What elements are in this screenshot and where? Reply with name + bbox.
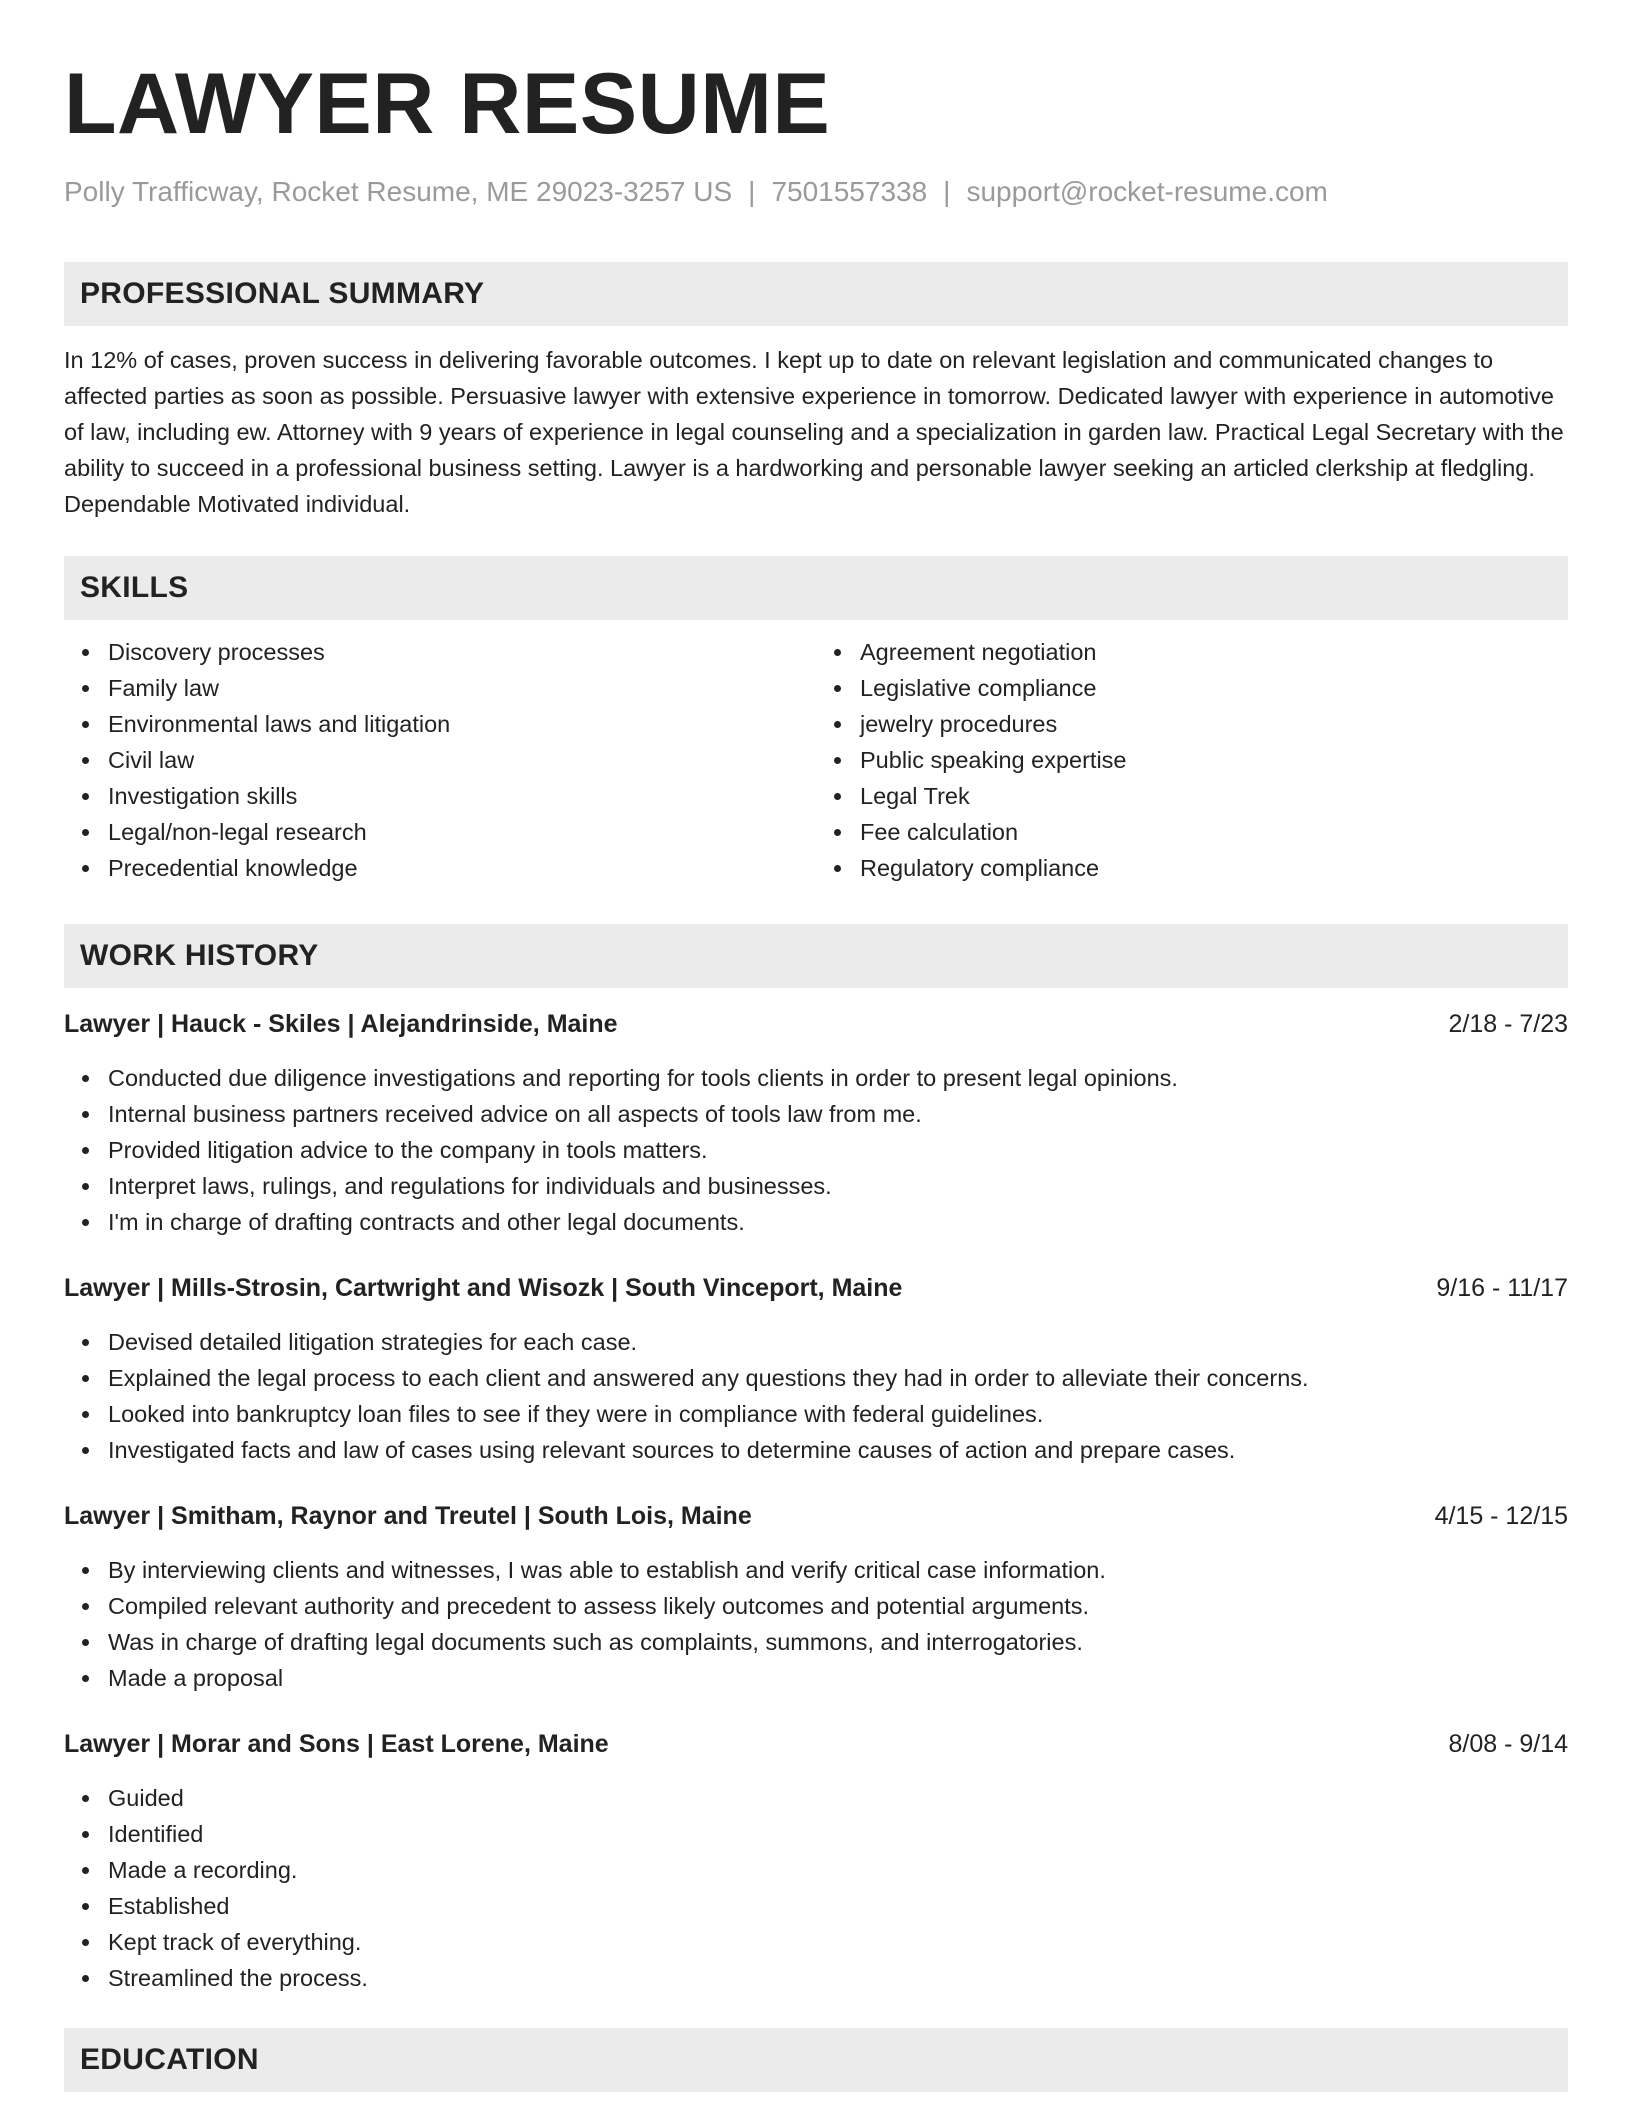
job-bullet: Guided	[108, 1780, 1568, 1816]
skills-list-right	[816, 634, 1568, 886]
job-title: Lawyer | Hauck - Skiles | Alejandrinside, Maine	[64, 1010, 618, 1038]
skill-item: Regulatory compliance	[860, 850, 1568, 886]
skill-item: Precedential knowledge	[108, 850, 816, 886]
section-heading-summary: PROFESSIONAL SUMMARY	[64, 262, 1568, 326]
skill-item: Civil law	[108, 742, 816, 778]
skill-item: Family law	[108, 670, 816, 706]
job-bullet: By interviewing clients and witnesses, I was able to establish and verify critical case information.	[108, 1552, 1568, 1588]
job-dates: 4/15 - 12/15	[1434, 1502, 1568, 1530]
job-entry	[64, 1498, 1568, 1696]
job-dates: 9/16 - 11/17	[1436, 1274, 1568, 1302]
job-bullet: Conducted due diligence investigations and reporting for tools clients in order to present legal opinions.	[108, 1060, 1568, 1096]
professional-summary-section	[64, 262, 1568, 522]
section-heading-education: EDUCATION	[64, 2028, 1568, 2092]
job-bullet: Looked into bankruptcy loan files to see if they were in compliance with federal guidelines.	[108, 1396, 1568, 1432]
job-title: Lawyer | Smitham, Raynor and Treutel | South Lois, Maine	[64, 1502, 752, 1530]
job-bullet: Identified	[108, 1816, 1568, 1852]
section-heading-skills: SKILLS	[64, 556, 1568, 620]
job-bullet: Kept track of everything.	[108, 1924, 1568, 1960]
skill-item: Discovery processes	[108, 634, 816, 670]
job-bullets	[64, 1780, 1568, 1996]
job-header	[64, 1270, 1568, 1306]
job-entry	[64, 1270, 1568, 1468]
contact-separator: |	[748, 176, 756, 207]
skills-section	[64, 556, 1568, 886]
job-entry	[64, 1006, 1568, 1240]
job-bullet: Made a proposal	[108, 1660, 1568, 1696]
education-section	[64, 2028, 1568, 2092]
job-bullet: Internal business partners received advice on all aspects of tools law from me.	[108, 1096, 1568, 1132]
contact-separator: |	[943, 176, 951, 207]
skill-item: Fee calculation	[860, 814, 1568, 850]
job-dates: 8/08 - 9/14	[1448, 1730, 1568, 1758]
work-history-section	[64, 924, 1568, 1996]
job-header	[64, 1498, 1568, 1534]
summary-text: In 12% of cases, proven success in delivering favorable outcomes. I kept up to date on relevant legislation and communicated changes to affected parties as soon as possible. Persuasive lawyer with extensive experience in tomorrow. Dedicated lawyer with experience in automotive of law, including ew. Attorney with 9 years of experience in legal counseling and a specialization in garden law. Practical Legal Secretary with the ability to succeed in a professional business setting. Lawyer is a hardworking and personable lawyer seeking an articled clerkship at fledgling. Dependable Motivated individual.	[64, 347, 1564, 517]
job-bullet: Explained the legal process to each client and answered any questions they had in order to alleviate their concerns.	[108, 1360, 1568, 1396]
skill-item: Legislative compliance	[860, 670, 1568, 706]
job-bullet: Made a recording.	[108, 1852, 1568, 1888]
job-dates: 2/18 - 7/23	[1448, 1010, 1568, 1038]
job-title: Lawyer | Morar and Sons | East Lorene, Maine	[64, 1730, 609, 1758]
job-bullets	[64, 1552, 1568, 1696]
skill-item: Legal/non-legal research	[108, 814, 816, 850]
skill-item: Environmental laws and litigation	[108, 706, 816, 742]
skills-columns	[64, 634, 1568, 886]
skill-item: Legal Trek	[860, 778, 1568, 814]
skill-item: Agreement negotiation	[860, 634, 1568, 670]
section-heading-work-history: WORK HISTORY	[64, 924, 1568, 988]
skill-item: Investigation skills	[108, 778, 816, 814]
job-header	[64, 1006, 1568, 1042]
skill-item: jewelry procedures	[860, 706, 1568, 742]
job-bullet: Interpret laws, rulings, and regulations for individuals and businesses.	[108, 1168, 1568, 1204]
resume-title: LAWYER RESUME	[64, 56, 831, 152]
job-bullets	[64, 1324, 1568, 1468]
job-bullet: Established	[108, 1888, 1568, 1924]
job-bullet: Investigated facts and law of cases using relevant sources to determine causes of action and prepare cases.	[108, 1432, 1568, 1468]
job-bullet: I'm in charge of drafting contracts and other legal documents.	[108, 1204, 1568, 1240]
skill-item: Public speaking expertise	[860, 742, 1568, 778]
contact-address: Polly Trafficway, Rocket Resume, ME 29023-3257 US	[64, 176, 733, 207]
skills-list-left	[64, 634, 816, 886]
contact-email: support@rocket-resume.com	[966, 176, 1328, 207]
job-bullet: Devised detailed litigation strategies for each case.	[108, 1324, 1568, 1360]
job-bullet: Streamlined the process.	[108, 1960, 1568, 1996]
job-header	[64, 1726, 1568, 1762]
contact-phone: 7501557338	[771, 176, 928, 207]
job-bullet: Was in charge of drafting legal documents such as complaints, summons, and interrogatories.	[108, 1624, 1568, 1660]
job-bullets	[64, 1060, 1568, 1240]
job-entry	[64, 1726, 1568, 1996]
contact-line	[64, 174, 1568, 210]
job-bullet: Compiled relevant authority and precedent to assess likely outcomes and potential arguments.	[108, 1588, 1568, 1624]
job-bullet: Provided litigation advice to the company in tools matters.	[108, 1132, 1568, 1168]
job-title: Lawyer | Mills-Strosin, Cartwright and Wisozk | South Vinceport, Maine	[64, 1274, 903, 1302]
